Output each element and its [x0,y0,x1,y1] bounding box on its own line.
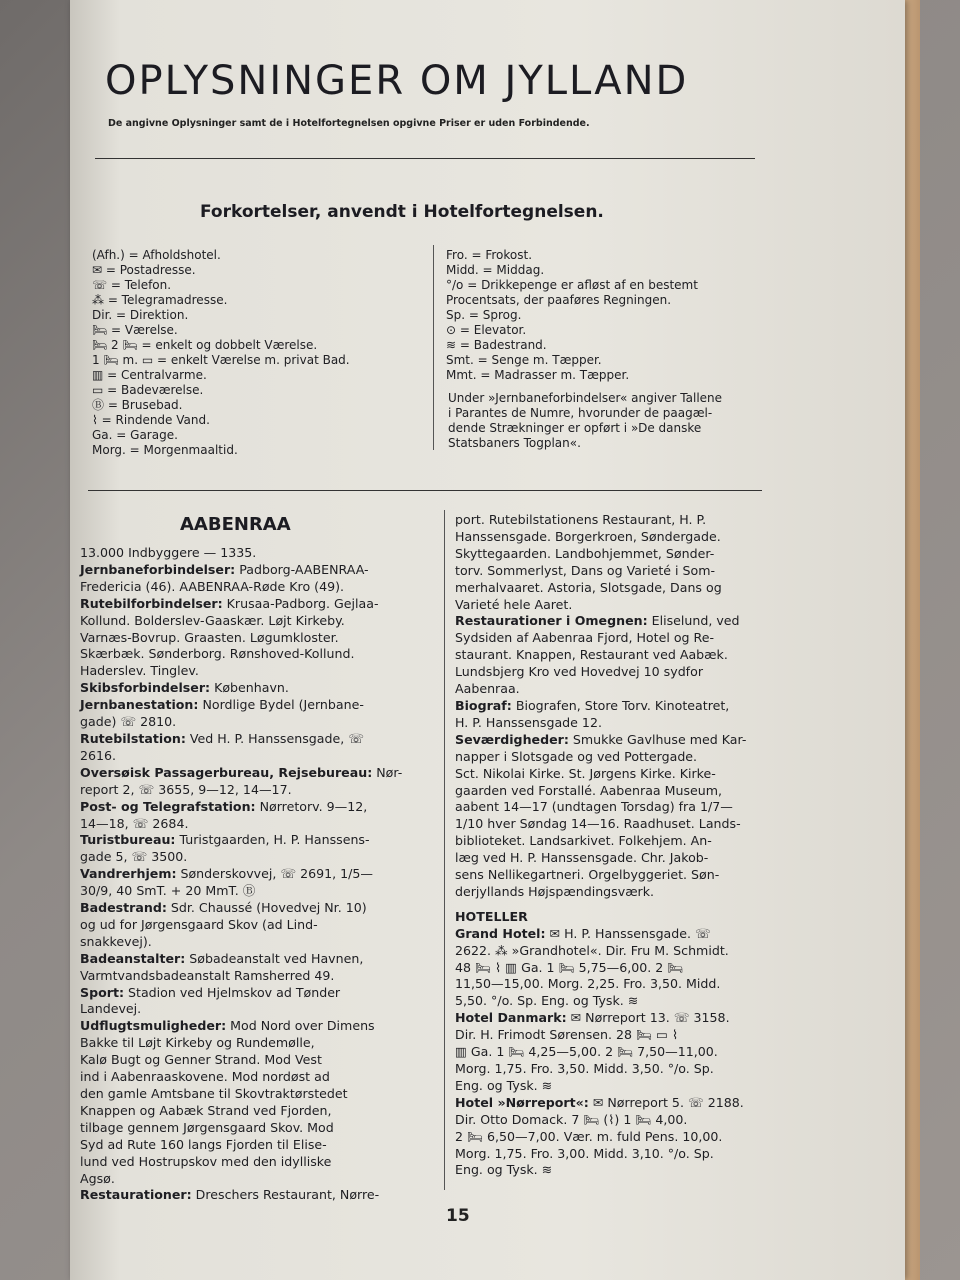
text-line [455,850,830,867]
page-subtitle: De angivne Oplysninger samt de i Hotelfortegnelsen opgivne Priser er uden Forbindende. [108,118,590,129]
text-line [80,630,432,647]
entry-text: snakkevej). [80,933,152,949]
entry-label: Sport: [80,984,125,1000]
entry-text: Kalø Bugt og Genner Strand. Mod Vest [80,1052,322,1068]
entry-text: napper i Slotsgade og ved Pottergade. [455,748,698,764]
text-line [455,613,830,630]
text-line [80,697,432,714]
entry-text: Syd ad Rute 160 langs Fjorden til Elise- [80,1136,327,1152]
entry-text: Hanssensgade. Borgerkroen, Søndergade. [455,528,721,544]
text-line [455,976,830,993]
text-line [455,529,830,546]
entry-text: 2622. ⁂ »Grandhotel«. Dir. Fru M. Schmidt. [455,942,729,958]
text-line [455,926,830,943]
text-line [80,799,432,816]
text-line [80,680,432,697]
entry-text: lund ved Hostrupskov med den idylliske [80,1153,332,1169]
text-line [455,1162,830,1179]
text-line [80,1120,432,1137]
text-line [80,1171,432,1188]
abbreviation-entry: ▥ = Centralvarme. [92,368,207,382]
entry-text: aabent 14—17 (undtagen Torsdag) fra 1/7— [455,799,733,815]
entry-label: Skibsforbindelser: [80,680,211,696]
entry-text: gade) ☏ 2810. [80,714,177,730]
entry-text: gaarden ved Forstallé. Aabenraa Museum, [455,782,723,798]
entry-text: sens Nellikegartneri. Orgelbyggeriet. Søn- [455,867,720,883]
abbreviation-entry: ≋ = Badestrand. [446,338,547,352]
text-line [80,968,432,985]
text-line [455,816,830,833]
text-line [455,597,830,614]
text-line [80,1187,432,1204]
entry-text: Kollund. Bolderslev-Gaaskær. Løjt Kirkeby. [80,612,345,628]
entry-text: Bakke til Løjt Kirkeby og Rundemølle, [80,1035,315,1051]
text-line [455,1044,830,1061]
abbreviation-entry: Smt. = Senge m. Tæpper. [446,353,602,367]
entry-label: Oversøisk Passagerbureau, Rejsebureau: [80,764,373,780]
entry-text: Ved H. P. Hanssensgade, ☏ [185,730,364,746]
abbreviation-entry: ✉ = Postadresse. [92,263,196,277]
abbreviation-entry: Mmt. = Madrasser m. Tæpper. [446,368,630,382]
abbreviation-entry: ⌇ = Rindende Vand. [92,413,210,427]
entry-text: 1/10 hver Søndag 14—16. Raadhuset. Lands- [455,816,741,832]
entry-text: ind i Aabenraaskovene. Mod nordøst ad [80,1069,330,1085]
text-line [455,867,830,884]
entry-label: Badeanstalter: [80,950,186,966]
abbreviation-note-line: Under »Jernbaneforbindelser« angiver Tallene [448,391,723,405]
entry-text: Sct. Nikolai Kirke. St. Jørgens Kirke. Kirke- [455,765,716,781]
entry-text: Nørretorv. 9—12, [255,798,368,814]
entry-label: Post- og Telegrafstation: [80,798,256,814]
entry-text: Dir. H. Frimodt Sørensen. 28 🛏 ▭ ⌇ [455,1027,679,1043]
text-line [80,866,432,883]
text-line [80,714,432,731]
entry-text: staurant. Knappen, Restaurant ved Aabæk. [455,647,728,663]
text-line [80,1001,432,1018]
abbreviation-entry: 1 🛏 m. ▭ = enkelt Værelse m. privat Bad. [92,353,350,367]
text-line [80,816,432,833]
column-divider [444,510,445,1190]
text-line [80,765,432,782]
text-line [455,901,830,909]
entry-label: Seværdigheder: [455,731,569,747]
entry-label: Hotel »Nørreport«: [455,1094,589,1110]
abbreviation-entry: 🛏 = Værelse. [92,323,178,337]
text-line [455,1078,830,1095]
entry-text: Mod Nord over Dimens [226,1018,375,1034]
entry-text: den gamle Amtsbane til Skovtraktørstedet [80,1086,348,1101]
entry-text: Biografen, Store Torv. Kinoteatret, [511,697,730,713]
text-line [455,563,830,580]
entry-text: Varieté hele Aaret. [455,596,573,612]
text-line [455,546,830,563]
text-line [455,833,830,850]
section-title-aabenraa: AABENRAA [180,514,291,535]
abbreviation-entry: Ga. = Garage. [92,428,178,442]
text-line [455,1027,830,1044]
entry-text: læg ved H. P. Hanssensgade. Chr. Jakob- [455,850,709,866]
text-line [455,943,830,960]
text-line [455,1112,830,1129]
entry-text: Krusaa-Padborg. Gejlaa- [222,595,379,611]
text-line [80,917,432,934]
entry-text: 5,50. °/o. Sp. Eng. og Tysk. ≋ [455,993,639,1009]
entry-text: ✉ Nørreport 13. ☏ 3158. [566,1010,730,1026]
text-line [80,1052,432,1069]
text-line [455,766,830,783]
text-line [80,849,432,866]
entry-text: gade 5, ☏ 3500. [80,849,188,865]
entry-text: ▥ Ga. 1 🛏 4,25—5,00. 2 🛏 7,50—11,00. [455,1044,718,1060]
entry-text: merhalvaaret. Astoria, Slotsgade, Dans og [455,579,722,595]
text-line [455,884,830,901]
entry-text: 13.000 Indbyggere — 1335. [80,545,257,560]
abbreviations-right-column [446,248,776,383]
abbreviations-note [448,391,778,451]
entry-text: ✉ Nørreport 5. ☏ 2188. [588,1094,744,1110]
entry-text: Varnæs-Bovrup. Graasten. Løgumkloster. [80,629,339,645]
abbreviation-note-line: i Parantes de Numre, hvorunder de paagæl- [448,406,713,420]
abbreviation-entry: Morg. = Morgenmaaltid. [92,443,238,457]
text-line [80,985,432,1002]
entry-text: Eliselund, ved [647,613,740,629]
text-line [455,1010,830,1027]
entry-text: Knappen og Aabæk Strand ved Fjorden, [80,1102,332,1118]
text-line [80,731,432,748]
entry-text: 2616. [80,747,117,763]
entry-label: Hotel Danmark: [455,1010,567,1026]
entry-text: Sydsiden af Aabenraa Fjord, Hotel og Re- [455,630,715,646]
text-line [455,1095,830,1112]
text-line [455,799,830,816]
text-line [80,1137,432,1154]
text-line [80,883,432,900]
abbreviation-entry: Fro. = Frokost. [446,248,533,262]
text-line [455,749,830,766]
abbreviation-entry: Procentsats, der paaføres Regningen. [446,293,672,307]
text-line [455,993,830,1010]
entry-text: Morg. 1,75. Fro. 3,50. Midd. 3,50. °/o. Sp. [455,1061,714,1076]
text-line [80,579,432,596]
entry-label: Rutebilforbindelser: [80,595,223,611]
text-line [455,732,830,749]
entry-text: torv. Sommerlyst, Dans og Varieté i Som- [455,562,716,578]
entry-text: ✉ H. P. Hanssensgade. ☏ [545,925,711,941]
text-line [455,512,830,529]
aabenraa-right-column [455,512,830,1179]
text-line [80,1035,432,1052]
text-line [80,900,432,917]
entry-text: Lundsbjerg Kro ved Hovedvej 10 sydfor [455,664,704,680]
text-line [80,1086,432,1103]
text-line [455,960,830,977]
entry-label: Grand Hotel: [455,925,546,941]
entry-text: Dreschers Restaurant, Nørre- [191,1187,380,1203]
entry-text: Morg. 1,75. Fro. 3,00. Midd. 3,10. °/o. Sp. [455,1145,714,1161]
entry-text: Eng. og Tysk. ≋ [455,1077,553,1093]
abbreviation-entry: 🛏 2 🛏 = enkelt og dobbelt Værelse. [92,338,318,352]
entry-label: Restaurationer: [80,1187,192,1203]
entry-text: Aabenraa. [455,681,520,697]
entry-text: Haderslev. Tinglev. [80,663,199,679]
entry-text: Padborg-AABENRAA- [235,561,369,577]
entry-text: Landevej. [80,1001,142,1017]
abbreviation-entry: Midd. = Middag. [446,263,545,277]
entry-text: Eng. og Tysk. ≋ [455,1162,553,1178]
text-line [80,832,432,849]
entry-text: port. Rutebilstationens Restaurant, H. P. [455,512,707,527]
text-line [80,1018,432,1035]
text-line [80,1069,432,1086]
entry-text: derjyllands Højspændingsværk. [455,883,655,899]
text-line [455,664,830,681]
page-title: OPLYSNINGER OM JYLLAND [105,58,689,104]
entry-label: Udflugtsmuligheder: [80,1018,227,1034]
text-line [80,1103,432,1120]
text-line [455,909,830,926]
abbreviation-entry: °/o = Drikkepenge er afløst af en bestemt [446,278,698,292]
abbreviations-heading: Forkortelser, anvendt i Hotelfortegnelsen. [200,202,604,222]
text-line [455,647,830,664]
entry-text: 48 🛏 ⌇ ▥ Ga. 1 🛏 5,75—6,00. 2 🛏 [455,959,684,975]
text-line [80,596,432,613]
entry-text: Skyttegaarden. Landbohjemmet, Sønder- [455,545,715,561]
abbreviation-entry: Dir. = Direktion. [92,308,189,322]
entry-text: 30/9, 40 SmT. + 20 MmT. Ⓑ [80,883,256,899]
abbreviation-entry: Ⓑ = Brusebad. [92,398,183,412]
text-line [455,1061,830,1078]
entry-text: 14—18, ☏ 2684. [80,815,189,831]
text-line [455,681,830,698]
entry-text: og ud for Jørgensgaard Skov (ad Lind- [80,916,318,932]
entry-text: Skærbæk. Sønderborg. Rønshoved-Kollund. [80,646,355,662]
entry-label: Jernbanestation: [80,697,199,713]
entry-text: Turistgaarden, H. P. Hanssens- [175,832,370,848]
abbreviation-entry: (Afh.) = Afholdshotel. [92,248,221,262]
text-line [455,630,830,647]
abbreviation-entry: ⁂ = Telegramadresse. [92,293,228,307]
entry-label: HOTELLER [455,908,528,924]
entry-text: Fredericia (46). AABENRAA-Røde Kro (49). [80,578,345,594]
entry-label: Restaurationer i Omegnen: [455,613,648,629]
entry-label: Badestrand: [80,900,167,916]
text-line [455,698,830,715]
entry-text: Agsø. [80,1170,115,1186]
text-line [80,663,432,680]
text-line [80,934,432,951]
entry-label: Vandrerhjem: [80,866,177,882]
entry-text: Sønderskovvej, ☏ 2691, 1/5— [176,866,374,882]
abbreviations-left-column [92,248,422,458]
text-line [80,545,432,562]
abbreviation-note-line: dende Strækninger er opført i »De danske [448,421,702,435]
entry-text: Søbadeanstalt ved Havnen, [185,950,364,966]
text-line [80,562,432,579]
entry-label: Biograf: [455,697,512,713]
middle-rule [88,490,762,491]
top-rule [95,158,755,159]
entry-label: Rutebilstation: [80,730,186,746]
entry-text: biblioteket. Landsarkivet. Folkehjem. An- [455,833,712,849]
text-line [455,580,830,597]
entry-text: 2 🛏 6,50—7,00. Vær. m. fuld Pens. 10,00. [455,1128,723,1144]
text-line [455,1129,830,1146]
entry-text: tilbage gennem Jørgensgaard Skov. Mod [80,1119,334,1135]
abbreviation-note-line: Statsbaners Togplan«. [448,436,581,450]
text-line [455,715,830,732]
text-line [80,951,432,968]
abbreviation-entry: ▭ = Badeværelse. [92,383,204,397]
text-line [455,1146,830,1163]
text-line [80,782,432,799]
entry-text: Varmtvandsbadeanstalt Ramsherred 49. [80,967,335,983]
text-line [80,646,432,663]
entry-text: Stadion ved Hjelmskov ad Tønder [124,984,341,1000]
entry-text: Smukke Gavlhuse med Kar- [568,731,747,747]
abbreviations-divider [433,245,434,450]
entry-text: report 2, ☏ 3655, 9—12, 14—17. [80,781,292,797]
text-line [80,748,432,765]
entry-text: København. [210,680,289,696]
abbreviation-entry: ☏ = Telefon. [92,278,172,292]
entry-text: Nordlige Bydel (Jernbane- [198,697,364,713]
entry-text: Dir. Otto Domack. 7 🛏 (⌇) 1 🛏 4,00. [455,1111,688,1127]
aabenraa-left-column [80,545,432,1204]
entry-label: Jernbaneforbindelser: [80,561,236,577]
entry-text: Sdr. Chaussé (Hovedvej Nr. 10) [166,900,367,916]
abbreviation-entry: ⊙ = Elevator. [446,323,527,337]
text-line [80,613,432,630]
abbreviation-entry: Sp. = Sprog. [446,308,522,322]
page-number: 15 [446,1206,470,1226]
entry-label: Turistbureau: [80,832,176,848]
text-line [455,783,830,800]
entry-text: 11,50—15,00. Morg. 2,25. Fro. 3,50. Midd. [455,976,721,992]
text-line [80,1154,432,1171]
entry-text: H. P. Hanssensgade 12. [455,714,602,730]
entry-text: Nør- [372,764,403,780]
